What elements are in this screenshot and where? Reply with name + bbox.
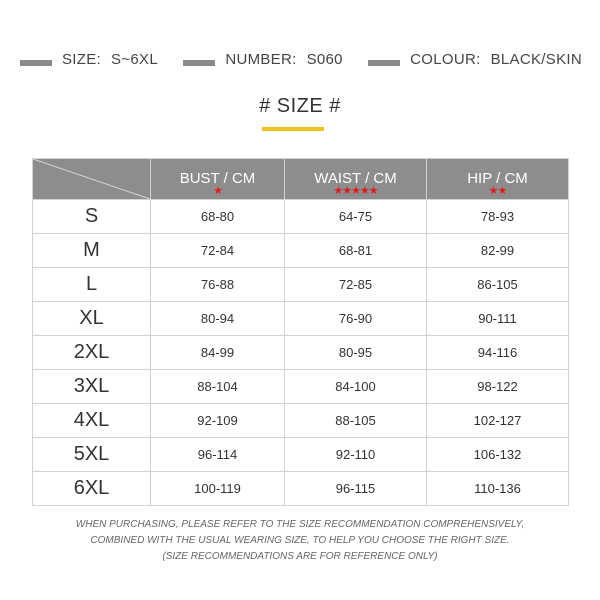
bust-value: 84-99 xyxy=(151,336,285,370)
info-size-key: SIZE: xyxy=(62,50,102,68)
table-row xyxy=(33,336,569,370)
size-chart-table xyxy=(32,158,569,506)
waist-value: 84-100 xyxy=(285,370,427,404)
header-bust-label: BUST / CM xyxy=(179,169,256,187)
hip-value: 102-127 xyxy=(427,404,569,438)
header-hip-label: HIP / CM xyxy=(467,169,528,187)
waist-value: 92-110 xyxy=(285,438,427,472)
header-hip-stars: ★★ xyxy=(488,185,507,197)
info-size xyxy=(20,51,158,68)
dash-icon xyxy=(368,60,400,66)
size-label: 3XL xyxy=(33,370,151,404)
table-header-row xyxy=(33,159,569,200)
page-title: # SIZE # xyxy=(259,95,341,117)
title-underline xyxy=(262,127,324,131)
size-label: S xyxy=(33,200,151,234)
waist-value: 76-90 xyxy=(285,302,427,336)
product-info-bar xyxy=(20,44,582,74)
hip-value: 94-116 xyxy=(427,336,569,370)
info-size-value: S~6XL xyxy=(111,50,158,68)
info-colour xyxy=(368,51,582,68)
info-colour-value: BLACK/SKIN xyxy=(490,50,582,68)
waist-value: 96-115 xyxy=(285,472,427,506)
table-row xyxy=(33,234,569,268)
bust-value: 68-80 xyxy=(151,200,285,234)
bust-value: 100-119 xyxy=(151,472,285,506)
table-row xyxy=(33,200,569,234)
info-number xyxy=(183,51,343,68)
bust-value: 72-84 xyxy=(151,234,285,268)
info-colour-key: COLOUR: xyxy=(410,50,481,68)
bust-value: 96-114 xyxy=(151,438,285,472)
hip-value: 110-136 xyxy=(427,472,569,506)
hip-value: 78-93 xyxy=(427,200,569,234)
diagonal-line xyxy=(33,159,150,199)
waist-value: 64-75 xyxy=(285,200,427,234)
table-row xyxy=(33,438,569,472)
note-line-2: COMBINED WITH THE USUAL WEARING SIZE, TO HELP YOU CHOOSE THE RIGHT SIZE. xyxy=(90,535,510,546)
waist-value: 80-95 xyxy=(285,336,427,370)
note-line-1: WHEN PURCHASING, PLEASE REFER TO THE SIZE RECOMMENDATION COMPREHENSIVELY, xyxy=(75,519,525,530)
header-waist-stars: ★★★★★ xyxy=(333,185,378,197)
hip-value: 90-111 xyxy=(427,302,569,336)
bust-value: 80-94 xyxy=(151,302,285,336)
table-row xyxy=(33,404,569,438)
table-corner-cell xyxy=(33,159,151,200)
size-label: XL xyxy=(33,302,151,336)
header-waist-label: WAIST / CM xyxy=(314,169,397,187)
header-waist xyxy=(285,159,427,200)
size-label: 4XL xyxy=(33,404,151,438)
table-row xyxy=(33,370,569,404)
bust-value: 92-109 xyxy=(151,404,285,438)
size-label: M xyxy=(33,234,151,268)
info-number-key: NUMBER: xyxy=(225,50,297,68)
hip-value: 106-132 xyxy=(427,438,569,472)
hip-value: 98-122 xyxy=(427,370,569,404)
dash-icon xyxy=(183,60,215,66)
size-note xyxy=(0,517,600,565)
header-bust-stars: ★ xyxy=(213,185,222,197)
size-label: 6XL xyxy=(33,472,151,506)
hip-value: 86-105 xyxy=(427,268,569,302)
header-hip xyxy=(427,159,569,200)
table-row xyxy=(33,302,569,336)
waist-value: 72-85 xyxy=(285,268,427,302)
hip-value: 82-99 xyxy=(427,234,569,268)
waist-value: 88-105 xyxy=(285,404,427,438)
header-bust xyxy=(151,159,285,200)
size-label: 2XL xyxy=(33,336,151,370)
table-row xyxy=(33,268,569,302)
size-label: 5XL xyxy=(33,438,151,472)
bust-value: 88-104 xyxy=(151,370,285,404)
info-number-value: S060 xyxy=(306,50,343,68)
table-row xyxy=(33,472,569,506)
bust-value: 76-88 xyxy=(151,268,285,302)
waist-value: 68-81 xyxy=(285,234,427,268)
dash-icon xyxy=(20,60,52,66)
size-label: L xyxy=(33,268,151,302)
note-line-3: (SIZE RECOMMENDATIONS ARE FOR REFERENCE ONLY) xyxy=(162,551,438,562)
